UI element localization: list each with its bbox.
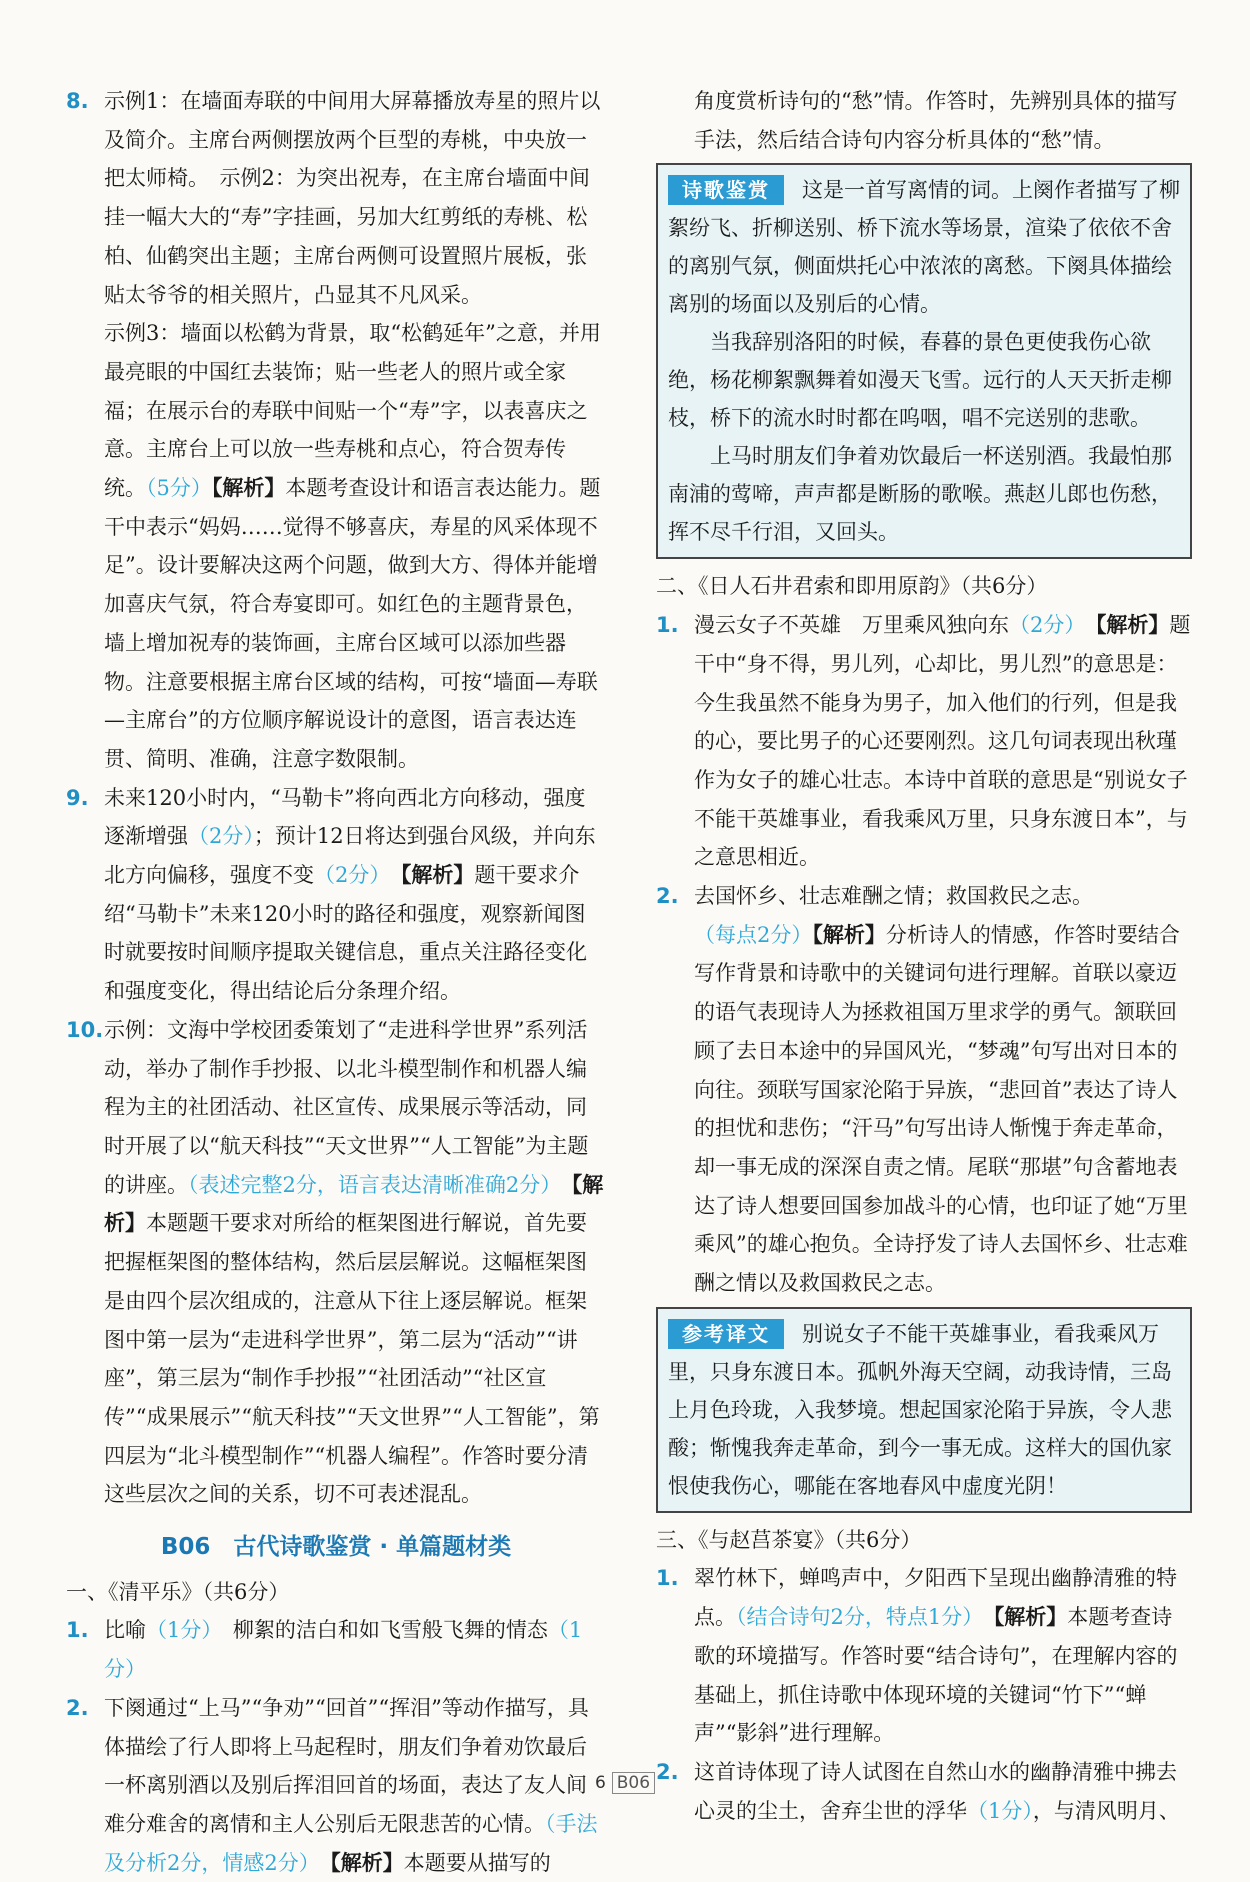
analysis-label: 【解析】: [104, 1171, 604, 1236]
analysis-label: 【解析】: [330, 1849, 404, 1875]
question-number: 1.: [656, 1566, 679, 1591]
answer-text: 未来120小时内，“马勒卡”将向西北方向移动，强度逐渐增强: [104, 785, 586, 849]
analysis-label: 【解析】: [400, 862, 475, 888]
answer-text: 漫云女子不英雄 万里乘风独向东: [694, 613, 1009, 638]
score: （1分）: [104, 1618, 583, 1682]
analysis-label: 【解析】: [993, 1604, 1068, 1630]
box-text: 上马时朋友们争着劝饮最后一杯送别酒。我最怕那南浦的莺啼，声声都是断肠的歌喉。燕赵儿郎也伤愁，挥不尽千行泪，又回头。: [668, 444, 1172, 545]
box-tag: 参考译文: [668, 1319, 784, 1349]
answer-text: 示例：文海中学校团委策划了“走进科学世界”系列活动，举办了制作手抄报、以北斗模型制作和机器人编程为主的社团活动、社区宣传、成果展示等活动，同时开展了以“航天科技”“天文世界”“人工智能”为主题的讲座。: [104, 1017, 589, 1197]
page-number: 6: [594, 1773, 606, 1793]
answer-text: ；预计12日将达到强台风级，并向东北方向偏移，强度不变: [104, 824, 596, 888]
score: （2分）: [188, 824, 254, 849]
box-text: 别说女子不能干英雄事业，看我乘风万里，只身东渡日本。孤帆外海天空阔，动我诗情，三岛上月色玲珑，入我梦境。想起国家沦陷于异族，令人悲酸；惭愧我奔走革命，到今一事无成。这样大的国仇家恨使我伤心，哪能在客地春风中虚度光阴！: [668, 1321, 1172, 1498]
part-heading: 三、《与赵莒茶宴》（共6分）: [656, 1527, 922, 1552]
answer-text: ，与清风明月、: [1032, 1798, 1180, 1823]
question-number: 2.: [656, 1759, 679, 1784]
answer-8: [66, 82, 606, 779]
answer-text: 示例3：墙面以松鹤为背景，取“松鹤延年”之意，并用最亮眼的中国红去装饰；贴一些老人的照片或全家福；在展示台的寿联中间贴一个“寿”字，以表喜庆之意。主席台上可以放一些寿桃和点心，符合贺寿传统。: [104, 321, 601, 501]
answer-9: [66, 779, 606, 1011]
left-column: [66, 82, 606, 1882]
part2-answer-2: [656, 877, 1192, 1303]
part-heading: 一、《清平乐》（共6分）: [66, 1579, 290, 1604]
answer-text: 翠竹林下，蝉鸣声中，夕阳西下呈现出幽静清雅的特点。: [694, 1566, 1177, 1630]
section-code: B06: [612, 1772, 655, 1794]
analysis-text: 题干中“身不得，男儿列，心却比，男儿烈”的意思是：今生我虽然不能身为男子，加入他们的行列，但是我的心，要比男子的心还要刚烈。这几句词表现出秋瑾作为女子的雄心壮志。本诗中首联的意思是“别说女子不能干英雄事业，看我乘风万里，只身东渡日本”，与之意思相近。: [694, 613, 1191, 870]
score: （每点2分）: [694, 922, 813, 947]
question-number: 10.: [66, 1017, 104, 1042]
question-number: 2.: [66, 1695, 89, 1720]
score: （手法及分析2分，情感2分）: [104, 1811, 598, 1875]
score: （表述完整2分，语言表达清晰准确2分）: [188, 1172, 551, 1197]
question-number: 2.: [656, 884, 679, 909]
answer-text: 比喻: [104, 1618, 146, 1643]
analysis-text: 本题考查设计和语言表达能力。题干中表示“妈妈……觉得不够喜庆，寿星的风采体现不足”。设计要解决这两个问题，做到大方、得体并能增加喜庆气氛，符合寿宴即可。如红色的主题背景色，墙上增加祝寿的装饰画，主席台区域可以添加些器物。注意要根据主席台区域的结构，可按“墙面—寿联—主席台”的方位顺序解说设计的意图，语言表达连贯、简明、准确，注意字数限制。: [104, 476, 601, 771]
score: （5分）: [146, 476, 212, 501]
score: （1分）: [967, 1798, 1033, 1823]
answer-text: 下阕通过“上马”“争劝”“回首”“挥泪”等动作描写，具体描绘了行人即将上马起程时，朋友们争着劝饮最后一杯离别酒以及别后挥泪回首的场面，表达了友人间难分难舍的离情和主人公别后无限悲苦的心情。: [104, 1695, 589, 1836]
part3-answer-1: [656, 1559, 1192, 1753]
part-heading: 二、《日人石井君索和即用原韵》（共6分）: [656, 574, 1048, 599]
answer-text: 这首诗体现了诗人试图在自然山水的幽静清雅中拂去心灵的尘土，舍弃尘世的浮华: [694, 1759, 1177, 1823]
analysis-label: 【解析】: [211, 475, 286, 501]
answer-10: [66, 1011, 606, 1514]
analysis-text: 分析诗人的情感，作答时要结合写作背景和诗歌中的关键词句进行理解。首联以豪迈的语气表现诗人为拯救祖国万里求学的勇气。颔联回顾了去日本途中的异国风光，“梦魂”句写出对日本的向往。颈联写国家沦陷于异族，“悲回首”表达了诗人的担忧和悲伤；“汗马”句写出诗人惭愧于奔走革命，却一事无成的深深自责之情。尾联“那堪”句含蓄地表达了诗人想要回国参加战斗的心情，也印证了她“万里乘风”的雄心抱负。全诗抒发了诗人去国怀乡、壮志难酬之情以及救国救民之志。: [694, 922, 1188, 1296]
right-column: [656, 82, 1192, 1830]
question-number: 1.: [66, 1618, 89, 1643]
score: （结合诗句2分，特点1分）: [736, 1605, 973, 1630]
score: （2分）: [1009, 613, 1075, 638]
analysis-text: 题干要求介绍“马勒卡”未来120小时的路径和强度，观察新闻图时就要按时间顺序提取关键信息，重点关注路径变化和强度变化，得出结论后分条理介绍。: [104, 863, 587, 1004]
analysis-text: 本题考查诗歌的环境描写。作答时要“结合诗句”，在理解内容的基础上，抓住诗歌中体现环境的关键词“竹下”“蝉声”“影斜”进行理解。: [694, 1605, 1178, 1746]
analysis-label: 【解析】: [812, 921, 886, 947]
box-text: 这是一首写离情的词。上阕作者描写了柳絮纷飞、折柳送别、桥下流水等场景，渲染了依依不舍的离别气氛，侧面烘托心中浓浓的离愁。下阕具体描绘离别的场面以及别后的心情。: [668, 178, 1180, 317]
answer-text: 去国怀乡、壮志难酬之情；救国救民之志。: [694, 884, 1093, 909]
continued-analysis: [656, 82, 1192, 159]
analysis-label: 【解析】: [1095, 612, 1170, 638]
question-number: 1.: [656, 613, 679, 638]
reference-translation-box: [656, 1307, 1192, 1513]
analysis-text: 本题要从描写的: [403, 1850, 551, 1875]
answer-text: 示例1：在墙面寿联的中间用大屏幕播放寿星的照片以及简介。主席台两侧摆放两个巨型的寿桃，中央放一把太师椅。 示例2：为突出祝寿，在主席台墙面中间挂一幅大大的“寿”字挂画，另加大红剪纸的寿桃、松柏、仙鹤突出主题；主席台两侧可设置照片展板，张贴太爷爷的相关照片，凸显其不凡风采。: [104, 89, 601, 307]
analysis-text: 角度赏析诗句的“愁”情。作答时，先辨别具体的描写手法，然后结合诗句内容分析具体的“愁”情。: [694, 89, 1178, 152]
question-number: 8.: [66, 89, 89, 113]
question-number: 9.: [66, 785, 89, 810]
section-heading: B06 古代诗歌鉴赏 · 单篇题材类: [160, 1534, 512, 1561]
page-footer: [0, 1773, 1250, 1793]
score: （1分）: [146, 1618, 212, 1643]
box-tag: 诗歌鉴赏: [668, 175, 784, 205]
part2-answer-1: [656, 606, 1192, 877]
part1-answer-1: [66, 1611, 606, 1688]
answer-text: 柳絮的洁白和如飞雪般飞舞的情态: [211, 1618, 548, 1643]
score: （2分）: [314, 863, 380, 888]
analysis-text: 本题题干要求对所给的框架图进行解说，首先要把握框架图的整体结构，然后层层解说。这幅框架图是由四个层次组成的，注意从下往上逐层解说。框架图中第一层为“走进科学世界”，第二层为“活动”“讲座”，第三层为“制作手抄报”“社团活动”“社区宣传”“成果展示”“航天科技”“天文世界”“人工智能”，第四层为“北斗模型制作”“机器人编程”。作答时要分清这些层次之间的关系，切不可表述混乱。: [104, 1211, 600, 1507]
box-text: 当我辞别洛阳的时候，春暮的景色更使我伤心欲绝，杨花柳絮飘舞着如漫天飞雪。远行的人天天折走柳枝，桥下的流水时时都在呜咽，唱不完送别的悲歌。: [668, 330, 1172, 431]
poetry-appreciation-box: [656, 163, 1192, 559]
